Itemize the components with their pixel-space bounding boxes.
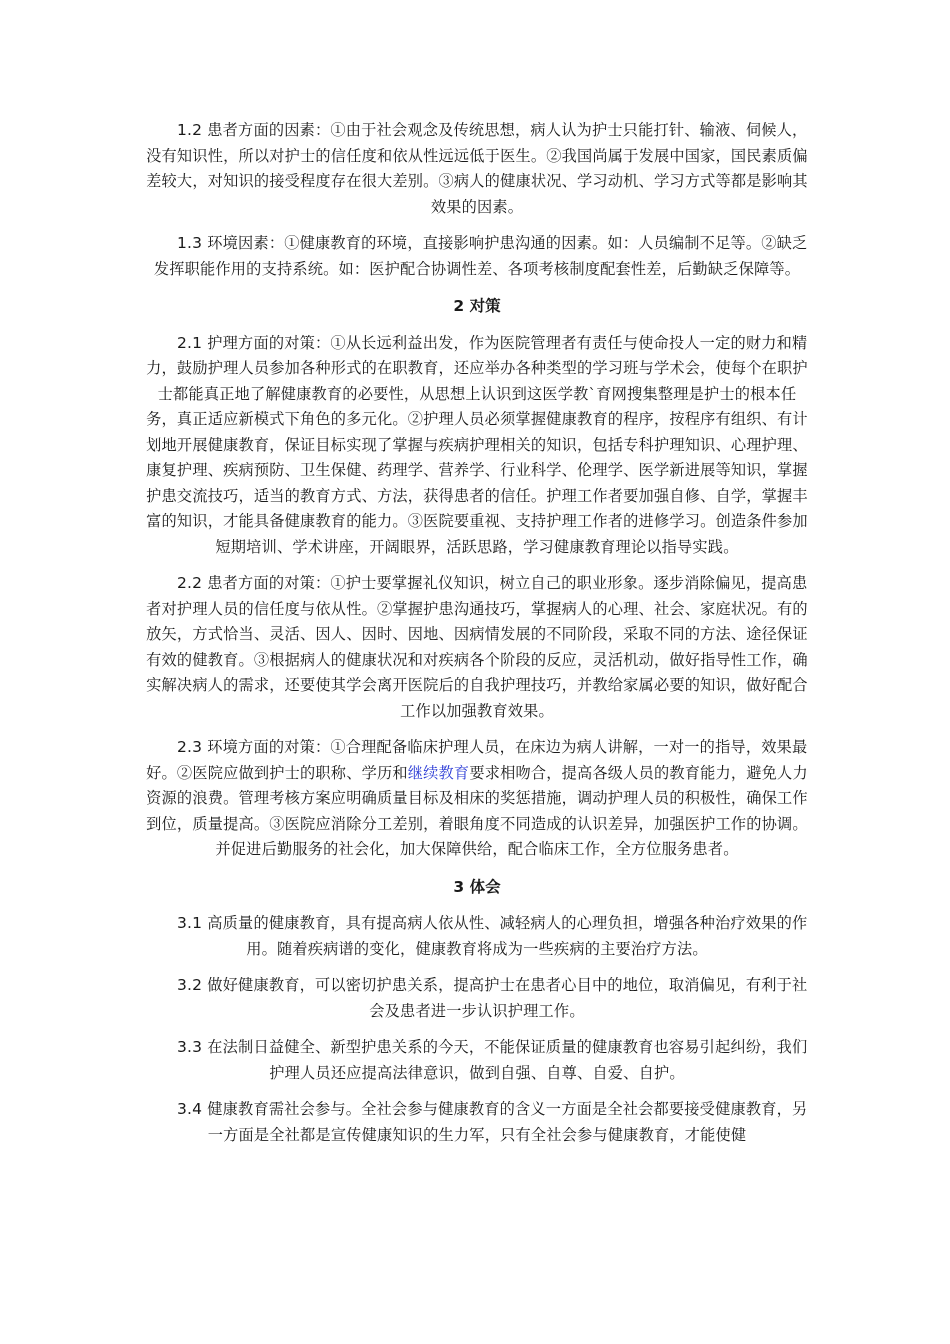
paragraph-text: 高质量的健康教育，具有提高病人依从性、减轻病人的心理负担，增强各种治疗效果的作用。随着疾病谱的变化，健康教育将成为一些疾病的主要治疗方法。 [207, 914, 808, 958]
paragraph-text: 患者方面的因素：①由于社会观念及传统思想，病人认为护士只能打针、输液、伺候人，没有知识性，所以对护士的信任度和依从性远远低于医生。②我国尚属于发展中国家，国民素质偏差较大，对知识的接受程度存在很大差别。③病人的健康状况、学习动机、学习方式等都是影响其效果的因素。 [146, 121, 808, 216]
paragraph-number: 1.3 [176, 234, 203, 252]
continuing-education-link[interactable]: 继续教育 [407, 763, 470, 782]
paragraph-3-4 [146, 1097, 808, 1148]
paragraph-number: 1.2 [176, 121, 203, 139]
heading-3-experience [146, 874, 808, 901]
paragraph-2-2 [146, 571, 808, 724]
paragraph-1-2 [146, 118, 808, 220]
paragraph-number: 2.3 [176, 738, 203, 756]
document-page [146, 118, 808, 1159]
paragraph-text: 护理方面的对策：①从长远利益出发，作为医院管理者有责任与使命投人一定的财力和精力，鼓励护理人员参加各种形式的在职教育，还应举办各种类型的学习班与学术会，使每个在职护士都能真正地了解健康教育的必要性，从思想上认识到这医学教`育网搜集整理是护士的根本任务，真正适应新模式下角色的多元化。②护理人员必须掌握健康教育的程序，按程序有组织、有计划地开展健康教育，保证目标实现了掌握与疾病护理相关的知识，包括专科护理知识、心理护理、康复护理、疾病预防、卫生保健、药理学、营养学、行业科学、伦理学、医学新进展等知识，掌握护患交流技巧，适当的教育方式、方法，获得患者的信任。护理工作者要加强自修、自学，掌握丰富的知识，才能具备健康教育的能力。③医院要重视、支持护理工作者的进修学习。创造条件参加短期培训、学术讲座，开阔眼界，活跃思路，学习健康教育理论以指导实践。 [146, 333, 808, 556]
paragraph-text: 患者方面的对策：①护士要掌握礼仪知识，树立自己的职业形象。逐步消除偏见，提高患者对护理人员的信任度与依从性。②掌握护患沟通技巧，掌握病人的心理、社会、家庭状况。有的放矢，方式恰当、灵活、因人、因时、因地、因病情发展的不同阶段，采取不同的方法、途径保证有效的健教育。③根据病人的健康状况和对疾病各个阶段的反应，灵活机动，做好指导性工作，确实解决病人的需求，还要使其学会离开医院后的自我护理技巧，并教给家属必要的知识，做好配合工作以加强教育效果。 [146, 574, 808, 720]
paragraph-3-3 [146, 1035, 808, 1086]
paragraph-3-2 [146, 973, 808, 1024]
heading-text: 体会 [469, 876, 501, 896]
paragraph-number: 2.1 [176, 333, 203, 352]
paragraph-2-1 [146, 331, 808, 561]
paragraph-3-1 [146, 911, 808, 962]
paragraph-number: 3.3 [176, 1038, 203, 1056]
paragraph-1-3 [146, 231, 808, 282]
paragraph-number: 2.2 [176, 574, 203, 592]
paragraph-text: 做好健康教育，可以密切护患关系，提高护士在患者心目中的地位，取消偏见，有利于社会及患者进一步认识护理工作。 [207, 976, 808, 1020]
paragraph-number: 3.1 [176, 914, 203, 932]
paragraph-number: 3.4 [176, 1100, 203, 1118]
paragraph-text: 环境因素：①健康教育的环境，直接影响护患沟通的因素。如：人员编制不足等。②缺乏发挥职能作用的支持系统。如：医护配合协调性差、各项考核制度配套性差，后勤缺乏保障等。 [153, 234, 808, 278]
paragraph-text: 在法制日益健全、新型护患关系的今天，不能保证质量的健康教育也容易引起纠纷，我们护理人员还应提高法律意识，做到自强、自尊、自爱、自护。 [207, 1038, 808, 1082]
heading-number: 2 [453, 297, 465, 315]
paragraph-2-3 [146, 735, 808, 863]
heading-text: 对策 [469, 296, 501, 315]
paragraph-number: 3.2 [176, 976, 203, 994]
paragraph-text-before-link: 环境方面的对策：①合理配备临床护理人员，在床边为病人讲解，一对一的指导，效果最好。②医院应做到护士的职称、学历和 [146, 738, 808, 782]
heading-2-countermeasures [146, 293, 808, 320]
paragraph-text: 健康教育需社会参与。全社会参与健康教育的含义一方面是全社会都要接受健康教育，另一方面是全社都是宣传健康知识的生力军，只有全社会参与健康教育，才能使健 [207, 1100, 808, 1144]
heading-number: 3 [453, 877, 465, 896]
paragraph-text-after-link: 要求相吻合，提高各级人员的教育能力，避免人力资源的浪费。管理考核方案应明确质量目标及相床的奖惩措施，调动护理人员的积极性，确保工作到位，质量提高。③医院应消除分工差别，着眼角度不同造成的认识差异，加强医护工作的协调。并促进后勤服务的社会化，加大保障供给，配合临床工作，全方位服务患者。 [146, 763, 808, 858]
